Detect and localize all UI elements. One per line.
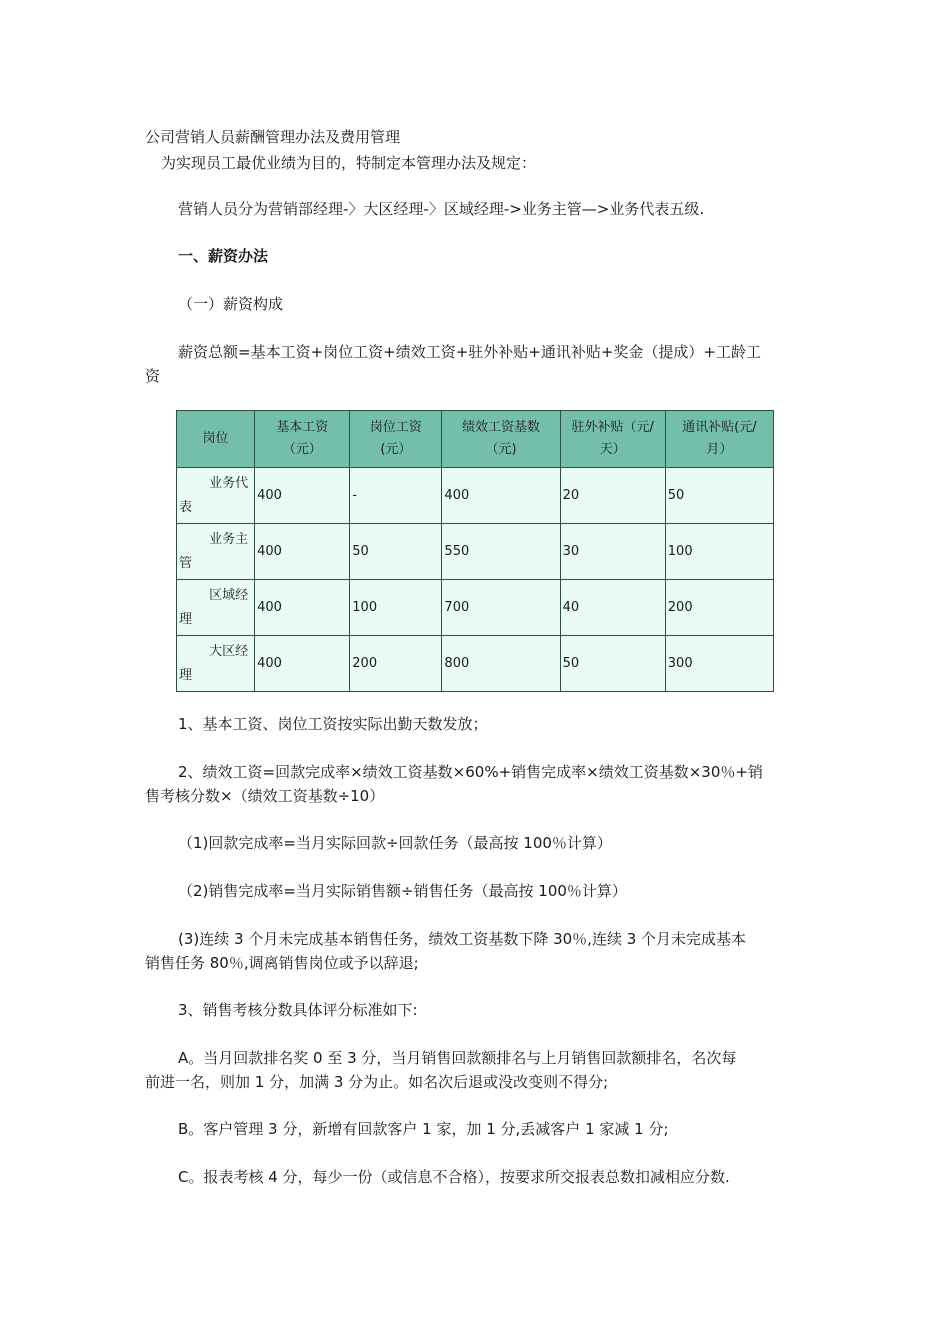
note-2-item1: （1)回款完成率=当月实际回款÷回款任务（最高按 100％计算） [178, 834, 612, 852]
salary-formula-line1: 薪资总额=基本工资+岗位工资+绩效工资+驻外补贴+通讯补贴+奖金（提成）+工龄工 [178, 343, 761, 361]
note-2-line2: 售考核分数×（绩效工资基数÷10） [145, 787, 385, 805]
header-base-salary: 基本工资 （元） [255, 411, 350, 468]
note-2-line1: 2、绩效工资=回款完成率×绩效工资基数×60%+销售完成率×绩效工资基数×30％+销 [178, 763, 763, 781]
table-cell: 40 [560, 580, 665, 636]
table-cell: - [350, 468, 442, 524]
header-communication-allowance: 通讯补贴(元/ 月） [665, 411, 773, 468]
table-cell: 50 [350, 524, 442, 580]
table-cell: 400 [442, 468, 560, 524]
note-2-item3-line1: (3)连续 3 个月未完成基本销售任务，绩效工资基数下降 30％,连续 3 个月未完成基本 [178, 930, 747, 948]
salary-table [176, 410, 774, 692]
table-cell: 200 [350, 636, 442, 692]
table-cell: 700 [442, 580, 560, 636]
criterion-a-line1: A。当月回款排名奖 0 至 3 分，当月销售回款额排名与上月销售回款额排名，名次每 [178, 1049, 737, 1067]
table-cell: 400 [255, 524, 350, 580]
position-cell: 大区经 理 [177, 636, 255, 692]
table-cell: 400 [255, 468, 350, 524]
table-cell: 30 [560, 524, 665, 580]
subsection-heading-composition: （一）薪资构成 [178, 295, 284, 313]
header-performance-base: 绩效工资基数 （元) [442, 411, 560, 468]
table-header-row [177, 411, 774, 468]
table-row [177, 636, 774, 692]
table-cell: 400 [255, 636, 350, 692]
table-cell: 400 [255, 580, 350, 636]
table-cell: 800 [442, 636, 560, 692]
header-position: 岗位 [177, 411, 255, 468]
header-post-salary: 岗位工资 (元） [350, 411, 442, 468]
table-row [177, 468, 774, 524]
note-1: 1、基本工资、岗位工资按实际出勤天数发放； [178, 715, 488, 733]
criterion-c: C。报表考核 4 分，每少一份（或信息不合格），按要求所交报表总数扣减相应分数. [178, 1168, 730, 1186]
table-cell: 20 [560, 468, 665, 524]
salary-formula-line2: 资 [145, 367, 161, 385]
document-title: 公司营销人员薪酬管理办法及费用管理 [145, 128, 401, 146]
table-cell: 300 [665, 636, 773, 692]
table-cell: 100 [665, 524, 773, 580]
table-cell: 50 [560, 636, 665, 692]
note-2-item3-line2: 销售任务 80％,调离销售岗位或予以辞退; [145, 954, 419, 972]
position-cell: 业务主 管 [177, 524, 255, 580]
position-cell: 区域经 理 [177, 580, 255, 636]
table-row [177, 580, 774, 636]
table-cell: 100 [350, 580, 442, 636]
table-cell: 50 [665, 468, 773, 524]
table-cell: 200 [665, 580, 773, 636]
table-cell: 550 [442, 524, 560, 580]
levels-paragraph: 营销人员分为营销部经理-〉大区经理-〉区域经理->业务主管—>业务代表五级. [178, 200, 705, 218]
criterion-b: B。客户管理 3 分，新增有回款客户 1 家，加 1 分,丢减客户 1 家减 1 分; [178, 1120, 669, 1138]
table-row [177, 524, 774, 580]
criterion-a-line2: 前进一名，则加 1 分，加满 3 分为止。如名次后退或没改变则不得分; [145, 1073, 609, 1091]
position-cell: 业务代 表 [177, 468, 255, 524]
note-3: 3、销售考核分数具体评分标准如下: [178, 1001, 418, 1019]
header-field-allowance: 驻外补贴（元/ 天） [560, 411, 665, 468]
intro-paragraph: 为实现员工最优业绩为目的，特制定本管理办法及规定： [161, 154, 537, 172]
note-2-item2: （2)销售完成率=当月实际销售额÷销售任务（最高按 100％计算） [178, 882, 627, 900]
section-heading-salary: 一、薪资办法 [178, 247, 269, 265]
